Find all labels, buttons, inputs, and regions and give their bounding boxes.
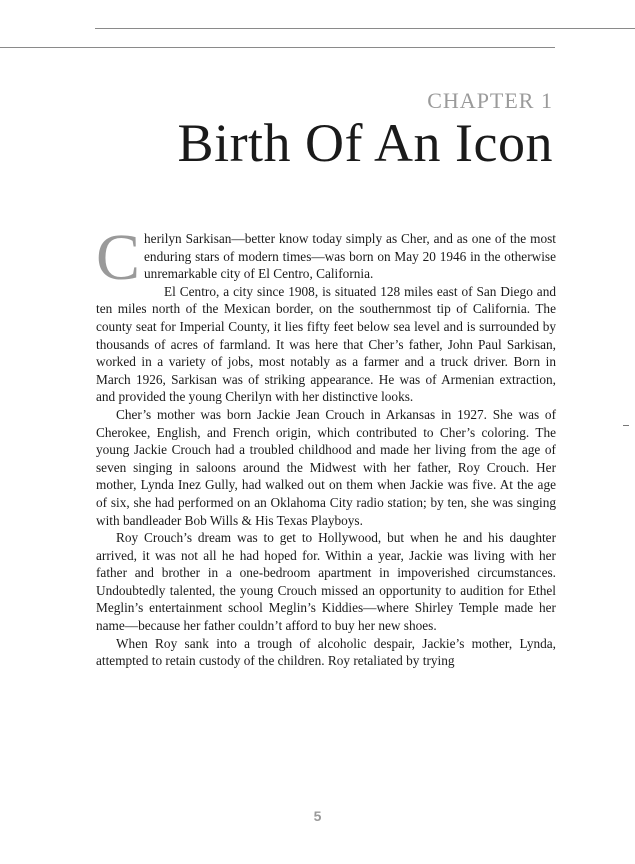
margin-tick-mark (623, 425, 629, 426)
header-rule-second (0, 47, 555, 48)
header-rule-top (95, 28, 635, 29)
paragraph-5: When Roy sank into a trough of alcoholic despair, Jackie’s mother, Lynda, attempted to retain custody of the children. Roy retaliated by trying (96, 635, 556, 669)
chapter-body (96, 221, 556, 670)
drop-cap: C (96, 221, 141, 294)
chapter-title: Birth Of An Icon (177, 113, 553, 173)
paragraph-1 (96, 221, 556, 294)
chapter-label: CHAPTER 1 (427, 88, 553, 113)
paragraph-2: El Centro, a city since 1908, is situated 128 miles east of San Diego and ten miles north of the Mexican border, on the southernmost tip of California. The county seat for Imperial County, it lies fifty feet below sea level and is surrounded by thousands of acres of farmland. It was here that Cher’s father, John Paul Sarkisan, worked in a variety of jobs, most notably as a farmer and a truck driver. Born in March 1926, Sarkisan was of striking appearance. He was of Armenian extraction, and provided the young Cherilyn with her distinctive looks. (96, 283, 556, 405)
page-number: 5 (313, 808, 322, 824)
paragraph-1-text: herilyn Sarkisan—better know today simply as Cher, and as one of the most enduring stars of modern times—was born on May 20 1946 in the otherwise unremarkable city of El Centro, California. (144, 231, 556, 282)
paragraph-3: Cher’s mother was born Jackie Jean Crouch in Arkansas in 1927. She was of Cherokee, English, and French origin, which contributed to Cher’s coloring. The young Jackie Crouch had a troubled childhood and made her living from the age of seven singing in saloons around the Midwest with her father, Roy Crouch. Her mother, Lynda Inez Gully, had walked out on them when Jackie was five. At the age of six, she had performed on an Oklahoma City radio station; by ten, she was singing with bandleader Bob Wills & His Texas Playboys. (96, 406, 556, 528)
paragraph-4: Roy Crouch’s dream was to get to Hollywood, but when he and his daughter arrived, it was not all he had hoped for. Within a year, Jackie was living with her father and brother in a one-bedroom apartment in impoverished circumstances. Undoubtedly talented, the young Crouch missed an opportunity to audition for Ethel Meglin’s entertainment school Meglin’s Kiddies—where Shirley Temple made her name—because her father couldn’t afford to buy her new shoes. (96, 530, 556, 634)
